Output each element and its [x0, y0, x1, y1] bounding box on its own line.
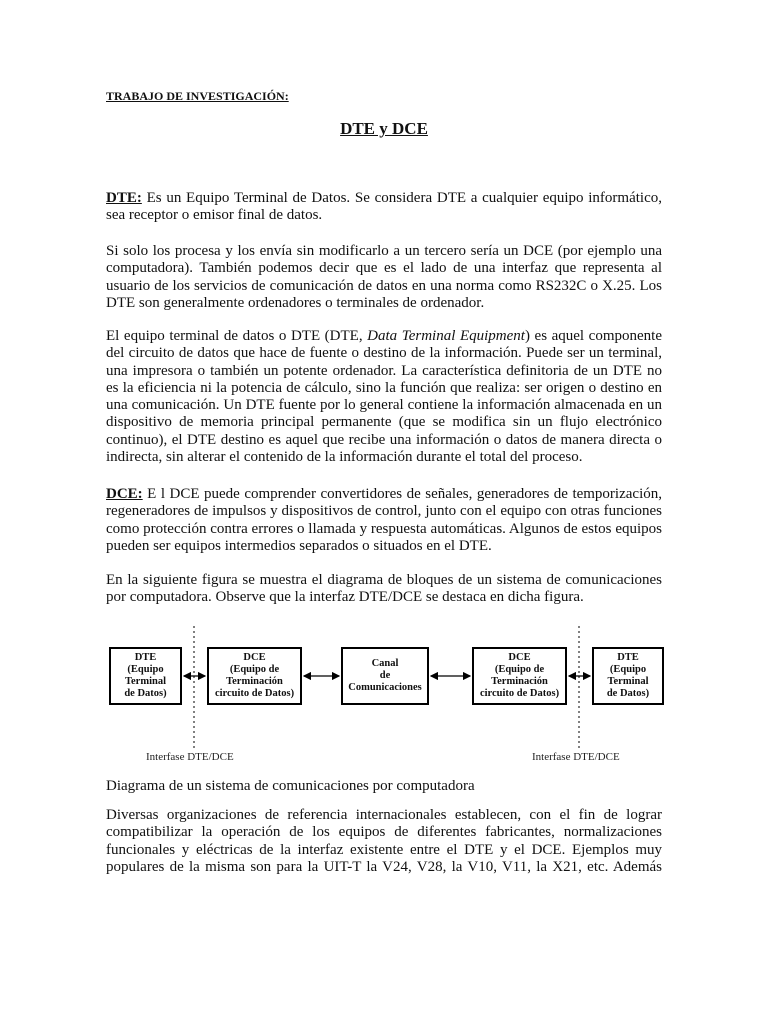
paragraph-dce-text: E l DCE puede comprender convertidores de señales, generadores de temporización, regeneradores de impulsos y dispositivos de control, junto con el equipo con otras funciones como protección contra errores o llamada y respuesta automáticas. Algunos de estos equipos pueden ser equipos intermedios separados o situados en el DTE. — [106, 486, 662, 554]
interface-label-left: Interfase DTE/DCE — [146, 751, 234, 763]
box-canal: Canal de Comunicaciones — [341, 647, 429, 705]
paragraph-dte — [106, 190, 662, 225]
paragraph-3-before: El equipo terminal de datos o DTE (DTE, — [106, 328, 368, 344]
block-diagram — [106, 622, 664, 772]
interface-label-right: Interfase DTE/DCE — [532, 751, 620, 763]
paragraph-6: Diversas organizaciones de referencia internacionales establecen, con el fin de lograr compatibilizar la operación de los equipos de diferentes fabricantes, normalizaciones funcionales y eléctricas de la interfaz existente entre el DTE y el DCE. Ejemplos muy populares de la misma son para la UIT-T la V24, V28, la V10, V11, la X21, etc. Además — [106, 807, 662, 875]
header-label: TRABAJO DE INVESTIGACIÓN: — [106, 89, 289, 103]
box-dce-right: DCE (Equipo de Terminación circuito de Datos) — [472, 647, 567, 705]
paragraph-3 — [106, 328, 662, 466]
paragraph-dce — [106, 486, 662, 555]
paragraph-3-after: ) es aquel componente del circuito de datos que hace de fuente o destino de la información. Puede ser un terminal, una impresora o también un potente ordenador. La característica definitoria de un DTE no es la eficiencia ni la potencia de cálculo, sino la función que realiza: ser origen o destino en una comunicación. Un DTE fuente por lo general contiene la información almacenada en un dispositivo de memoria principal permanente (que se modifica sin un flujo electrónico continuo), el DTE destino es aquel que recibe una información o datos de manera directa o indirecta, sin alterar el contenido de la información durante el total del proceso. — [106, 328, 662, 466]
paragraph-dte-text: Es un Equipo Terminal de Datos. Se considera DTE a cualquier equipo informático, sea receptor o emisor final de datos. — [106, 190, 662, 224]
term-dte: DTE: — [106, 190, 142, 206]
paragraph-3-italic: Data Terminal Equipment — [367, 328, 525, 344]
paragraph-2: Si solo los procesa y los envía sin modificarlo a un tercero sería un DCE (por ejemplo una computadora). También podemos decir que es el lado de una interfaz que representa al usuario de los servicios de comunicación de datos en una norma como RS232C o X.25. Los DTE son generalmente ordenadores o terminales de ordenador. — [106, 243, 662, 311]
paragraph-5: En la siguiente figura se muestra el diagrama de bloques de un sistema de comunicaciones por computadora. Observe que la interfaz DTE/DCE se destaca en dicha figura. — [106, 572, 662, 606]
box-dte-left: DTE (Equipo Terminal de Datos) — [109, 647, 182, 705]
box-dte-right: DTE (Equipo Terminal de Datos) — [592, 647, 664, 705]
figure-caption: Diagrama de un sistema de comunicaciones por computadora — [106, 778, 475, 794]
box-dce-left: DCE (Equipo de Terminación circuito de Datos) — [207, 647, 302, 705]
page-title: DTE y DCE — [340, 119, 428, 138]
term-dce: DCE: — [106, 486, 143, 502]
